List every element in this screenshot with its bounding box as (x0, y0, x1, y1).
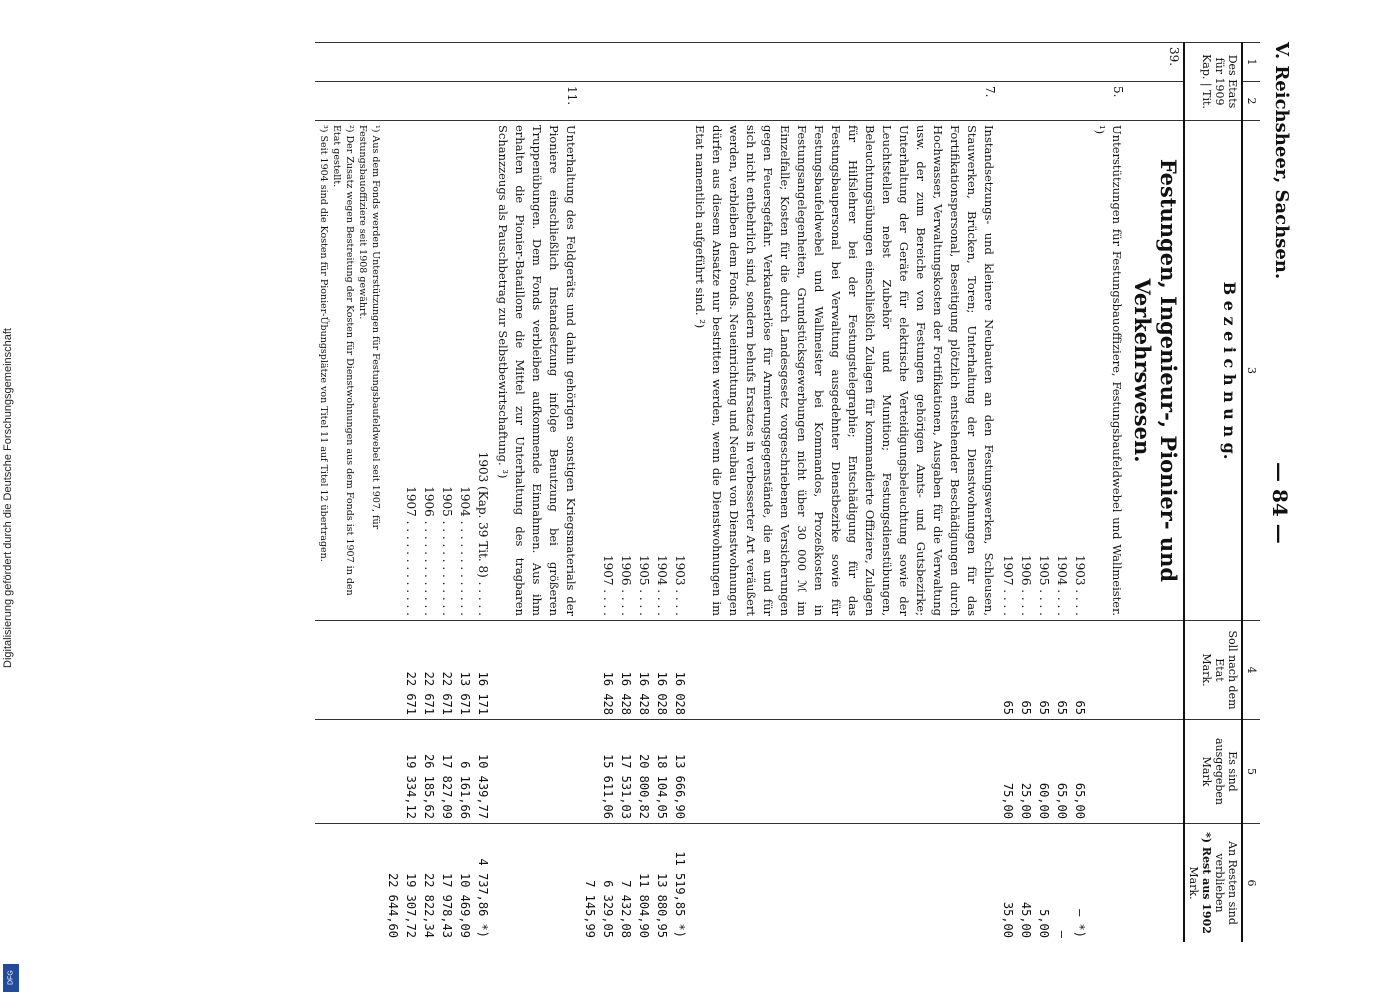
running-title: V. Reichsheer, Sachsen. (1271, 42, 1292, 280)
col-no-1: 1 (1242, 43, 1260, 82)
year-row (1053, 43, 1071, 943)
rest-value: 19 307,72 (402, 824, 420, 943)
year-label: 1903 . . . . (671, 121, 689, 621)
ausgegeben-value: 65,00 (1053, 720, 1071, 824)
rest-value: 17 978,43 (438, 824, 456, 943)
ausgegeben-value: 65,00 (1071, 720, 1089, 824)
year-label: 1906 . . . . (617, 121, 635, 621)
footnote: ¹) Aus dem Fonds werden Unterstützungen für Festungsbaufeldwebel seit 1907, für Festungsbauoffiziere seit 1908 gewährt. (357, 125, 381, 530)
etat-header: Des Etats für 1909 Kap. | Tit. (1184, 43, 1242, 121)
resten-label: An Resten sind verblieben (1213, 841, 1239, 925)
year-label: 1907 . . . . (599, 121, 617, 621)
soll-value: 65 (1071, 621, 1089, 720)
ausgegeben-value: 18 104,05 (653, 720, 671, 824)
rest-value: 10 469,09 (456, 824, 474, 943)
year-row (617, 43, 635, 943)
col-no-4: 4 (1242, 621, 1260, 720)
year-label: 1907 . . . . (999, 121, 1017, 621)
soll-value: 16 428 (635, 621, 653, 720)
soll-value (384, 621, 402, 720)
footnotes (315, 121, 384, 621)
year-label: 1905 . . . . (1035, 121, 1053, 621)
dfg-logo: DFG (3, 964, 19, 992)
tit-label: Tit. (1200, 90, 1213, 109)
year-label: 1907 . . . . . . . . . . . . . (402, 121, 420, 621)
soll-value: 16 171 (474, 621, 492, 720)
entry-row (492, 43, 581, 943)
rest-value: 11 519,85 *) (671, 824, 689, 943)
resten-unit: Mark. (1187, 866, 1200, 900)
year-row (1017, 43, 1035, 943)
rest-value: 11 804,90 (635, 824, 653, 943)
col-no-5: 5 (1242, 720, 1260, 824)
rest-value: 22 644,60 (384, 824, 402, 943)
year-label (581, 121, 599, 621)
soll-value: 22 671 (402, 621, 420, 720)
year-row (474, 43, 492, 943)
ausgegeben-value: 20 800,82 (635, 720, 653, 824)
ausgegeben-value: 25,00 (1017, 720, 1035, 824)
year-row (599, 43, 617, 943)
ausgegeben-value: 60,00 (1035, 720, 1053, 824)
year-row (384, 43, 402, 943)
rest-value: 5,00 (1035, 824, 1053, 943)
year-row (420, 43, 438, 943)
rest-value: 7 145,99 (581, 824, 599, 943)
ausgegeben-label: Es sind ausgegeben (1213, 737, 1239, 806)
soll-value (581, 621, 599, 720)
year-row (653, 43, 671, 943)
document-page (120, 42, 1300, 942)
ausgegeben-value: 6 161,66 (456, 720, 474, 824)
ausgegeben-value: 10 439,77 (474, 720, 492, 824)
year-row (402, 43, 420, 943)
year-label: 1906 . . . . (1017, 121, 1035, 621)
soll-value: 22 671 (420, 621, 438, 720)
entry-description: Unterstützungen für Festungsbauoffiziere, Festungsbaufeldwebel und Wallmeister. ¹) (1089, 121, 1127, 621)
soll-value: 16 028 (671, 621, 689, 720)
soll-value: 16 428 (617, 621, 635, 720)
sidebar-note (0, 0, 22, 1000)
resten-header (1184, 824, 1242, 943)
year-label: 1905 . . . . . . . . . . . . . (438, 121, 456, 621)
soll-value: 16 428 (599, 621, 617, 720)
year-row (1035, 43, 1053, 943)
rest-value: 13 880,95 (653, 824, 671, 943)
year-label: 1904 . . . . . . . . . . . . . (456, 121, 474, 621)
ausgegeben-value: 75,00 (999, 720, 1017, 824)
year-label: 1904 . . . . (653, 121, 671, 621)
rest-value: — *) (1071, 824, 1089, 943)
titel-number: 5. (1089, 82, 1127, 121)
col-no-3: 3 (1242, 121, 1260, 621)
ausgegeben-value: 13 666,90 (671, 720, 689, 824)
year-row (1071, 43, 1089, 943)
section-title: Festungen, Ingenieur-, Pionier- und Verkehrswesen. (1127, 121, 1184, 621)
year-label: 1904 . . . . (1053, 121, 1071, 621)
kap-label: Kap. (1200, 54, 1213, 80)
year-label: 1905 . . . . (635, 121, 653, 621)
ausgegeben-unit: Mark (1200, 756, 1213, 787)
ausgegeben-value: 26 185,62 (420, 720, 438, 824)
ausgegeben-value: 17 827,09 (438, 720, 456, 824)
page-number: — 84 — (1268, 462, 1292, 544)
ausgegeben-value: 19 334,12 (402, 720, 420, 824)
digitization-note: Digitalisierung gefördert durch die Deutsche Forschungsgemeinschaft (2, 328, 14, 668)
entry-description: Instandsetzungs- und kleinere Neubauten an den Festungswerken, Schleusen, Stauwerken, Brücken, Toren; Unterhaltung der Dienstwohnungen für das Fortifikationspersonal, Beseitigung plötzlich entstehender Beschädigungen durch Hochwasser, Verwaltungskosten der Fortifikationen, Ausgaben für die Verwaltung usw. der zum Bereiche von Festungen gehörigen Amts- und Gutsbezirke; Unterhaltung der Geräte für elektrische Verteidigungsbeleuchtung sowie der Leuchtstellen nebst Zubehör und Munition; Festungsdienstübungen, Beleuchtungsübungen einschließlich Zulagen für kommandierte Offiziere, Zulagen für Hilfslehrer bei der Festungstelegraphie; Entschädigung für das Festungsbaupersonal bei Verwaltung ausgedehnter Dienstbezirke sowie für Festungsbaufeldwebel und Wallmeister bei Kommandos, Prozeßkosten in Festungsangelegenheiten, Grundstücksgewerbungen nicht über 30 000 ℳ im Einzelfalle; Kosten für die durch Landesgesetz vorgeschriebenen Versicherungen gegen Feuersgefahr. Verkaufserlöse für Armierungsgegenstände, die an und für sich nicht entbehrlich sind, sondern behufs Ersatzes in verbesserter Art veräußert werden, verbleiben dem Fonds. Neueinrichtung und Neubau von Dienstwohnungen dürfen aus diesem Ansatze nur bestritten werden, wenn die Dienstwohnungen im Etat namentlich aufgeführt sind. ²) (689, 121, 999, 621)
ausgegeben-value (384, 720, 402, 824)
year-label (384, 121, 402, 621)
year-label: 1903 . . . . (1071, 121, 1089, 621)
rest-value: 6 329,05 (599, 824, 617, 943)
rest-note: *) Rest aus 1902 (1200, 832, 1213, 934)
ausgegeben-value (581, 720, 599, 824)
soll-value: 65 (1035, 621, 1053, 720)
ausgegeben-value: 15 611,06 (599, 720, 617, 824)
col-no-2: 2 (1242, 82, 1260, 121)
rest-value: 7 432,08 (617, 824, 635, 943)
year-label: 1906 . . . . . . . . . . . . . (420, 121, 438, 621)
year-row (999, 43, 1017, 943)
entry-row (1089, 43, 1127, 943)
soll-value: 65 (999, 621, 1017, 720)
year-row (456, 43, 474, 943)
soll-unit: Mark. (1200, 653, 1213, 687)
soll-value: 13 671 (456, 621, 474, 720)
bezeichnung-header: B e z e i c h n u n g. (1184, 121, 1242, 621)
year-row (635, 43, 653, 943)
col-no-6: 6 (1242, 824, 1260, 943)
soll-value: 16 028 (653, 621, 671, 720)
entry-row (689, 43, 999, 943)
year-row (581, 43, 599, 943)
ausgegeben-header (1184, 720, 1242, 824)
footnote: ³) Seit 1904 sind die Kosten für Pionier-Übungsplätze von Titel 11 auf Titel 12 übertragen. (318, 125, 329, 562)
rest-value: — (1053, 824, 1071, 943)
soll-value: 65 (1053, 621, 1071, 720)
year-label: 1903 (Kap. 39 Tit. 8) . . . . . (474, 121, 492, 621)
ausgegeben-value: 17 531,03 (617, 720, 635, 824)
titel-number: 7. (689, 82, 999, 121)
footnote: ²) Der Zusatz wegen Bestreitung der Kosten für Dienstwohnungen aus dem Fonds ist 1907 in den Etat gestellt. (331, 125, 355, 596)
soll-value: 22 671 (438, 621, 456, 720)
year-row (671, 43, 689, 943)
entry-description: Unterhaltung des Feldgeräts und dahin gehörigen sonstigen Kriegsmaterials der Pioniere einschließlich Instandsetzung infolge Benutzung bei größeren Truppenübungen. Dem Fonds verbleiben aufkommende Einnahmen. Aus ihm erhalten die Pionier-Bataillone die Mittel zur Unterhaltung des tragbaren Schanzzeugs als Pauschbetrag zur Selbstbewirtschaftung. ³) (492, 121, 581, 621)
kapitel-number: 39. (1127, 43, 1184, 82)
rest-value: 35,00 (999, 824, 1017, 943)
soll-value: 65 (1017, 621, 1035, 720)
budget-table (315, 42, 1260, 942)
year-row (438, 43, 456, 943)
rest-value: 45,00 (1017, 824, 1035, 943)
soll-label: Soll nach dem Etat (1213, 630, 1239, 710)
rest-value: 22 822,34 (420, 824, 438, 943)
titel-number: 11. (492, 82, 581, 121)
rest-value: 4 737,86 *) (474, 824, 492, 943)
etat-label: Des Etats für 1909 (1213, 54, 1239, 109)
soll-header (1184, 621, 1242, 720)
